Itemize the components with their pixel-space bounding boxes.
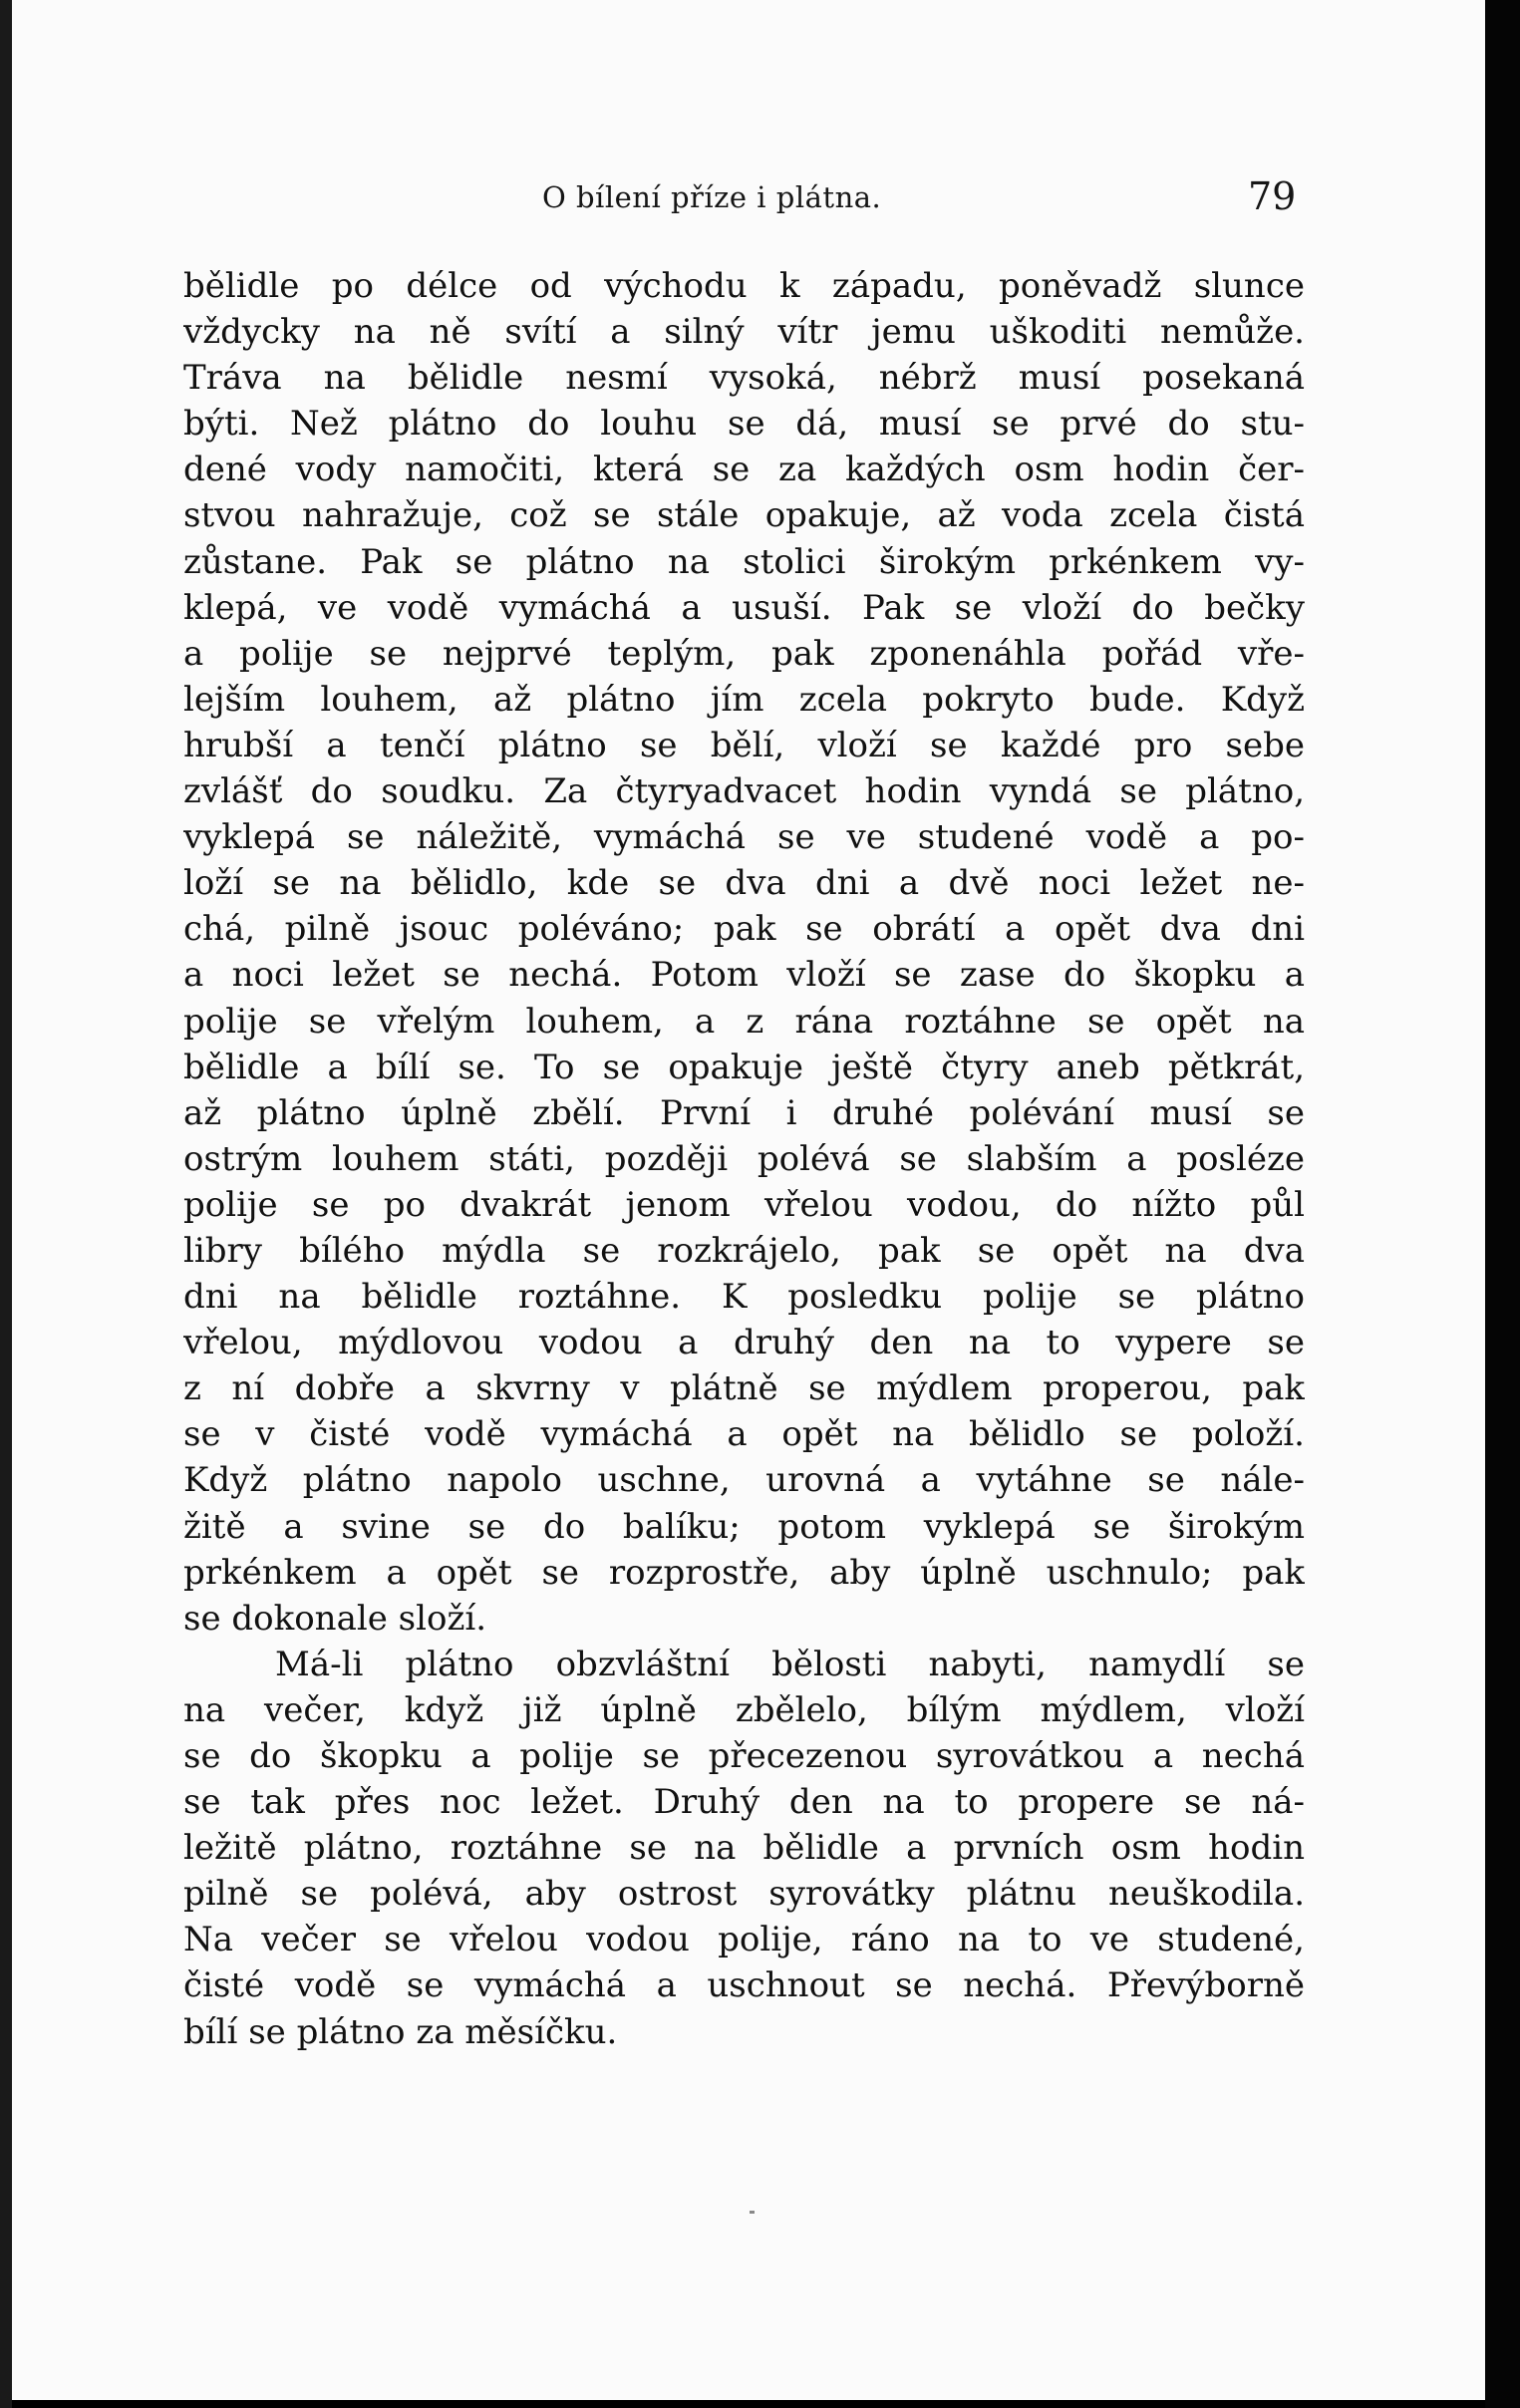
text-line: vřelou, mýdlovou vodou a druhý den na to vypere se bbox=[183, 1323, 1305, 1363]
text-line: loží se na bělidlo, kde se dva dni a dvě noci ležet ne- bbox=[183, 863, 1305, 904]
text-line: prkénkem a opět se rozprostře, aby úplně uschnulo; pak bbox=[183, 1552, 1305, 1593]
text-line: ležitě plátno, roztáhne se na bělidle a prvních osm hodin bbox=[183, 1828, 1305, 1869]
text-line: zůstane. Pak se plátno na stolici širokým prkénkem vy- bbox=[183, 541, 1305, 582]
body-text bbox=[183, 263, 1305, 2055]
text-line: až plátno úplně zbělí. První i druhé polévání musí se bbox=[183, 1092, 1305, 1133]
text-line: dené vody namočiti, která se za každých osm hodin čer- bbox=[183, 450, 1305, 490]
text-line: pilně se polévá, aby ostrost syrovátky plátnu neuškodila. bbox=[183, 1874, 1305, 1915]
text-line: chá, pilně jsouc poléváno; pak se obrátí a opět dva dni bbox=[183, 909, 1305, 950]
text-line: dni na bělidle roztáhne. K posledku polije se plátno bbox=[183, 1277, 1305, 1318]
text-line: ostrým louhem státi, později polévá se slabším a posléze bbox=[183, 1138, 1305, 1179]
text-line: libry bílého mýdla se rozkrájelo, pak se opět na dva bbox=[183, 1230, 1305, 1271]
text-line: klepá, ve vodě vymáchá a usuší. Pak se vloží do bečky bbox=[183, 587, 1305, 628]
text-line: se do škopku a polije se přecezenou syrovátkou a nechá bbox=[183, 1736, 1305, 1776]
text-line: a noci ležet se nechá. Potom vloží se zase do škopku a bbox=[183, 955, 1305, 996]
text-line: Tráva na bělidle nesmí vysoká, nébrž musí posekaná bbox=[183, 358, 1305, 399]
text-line: vždycky na ně svítí a silný vítr jemu uškoditi nemůže. bbox=[183, 312, 1305, 353]
scan-speck bbox=[750, 2211, 755, 2214]
text-line: hrubší a tenčí plátno se bělí, vloží se každé pro sebe bbox=[183, 725, 1305, 765]
scan-right-edge bbox=[1485, 0, 1520, 2408]
text-line: stvou nahražuje, což se stále opakuje, až voda zcela čistá bbox=[183, 495, 1305, 536]
text-line: z ní dobře a skvrny v plátně se mýdlem properou, pak bbox=[183, 1368, 1305, 1409]
text-line: bělidle a bílí se. To se opakuje ještě čtyry aneb pětkrát, bbox=[183, 1047, 1305, 1087]
book-page bbox=[12, 0, 1485, 2400]
text-line: žitě a svine se do balíku; potom vyklepá se širokým bbox=[183, 1506, 1305, 1547]
text-line: bělidle po délce od východu k západu, poněvadž slunce bbox=[183, 266, 1305, 306]
text-line: čisté vodě se vymáchá a uschnout se nechá. Převýborně bbox=[183, 1965, 1305, 2006]
running-head-title: O bílení příze i plátna. bbox=[542, 180, 882, 214]
running-head bbox=[12, 174, 1485, 224]
paragraph-end-line: bílí se plátno za měsíčku. bbox=[183, 2011, 618, 2052]
text-line: vyklepá se náležitě, vymáchá se ve studené vodě a po- bbox=[183, 817, 1305, 858]
text-line: se v čisté vodě vymáchá a opět na bělidlo se položí. bbox=[183, 1414, 1305, 1455]
text-line: býti. Než plátno do louhu se dá, musí se prvé do stu- bbox=[183, 404, 1305, 445]
paragraph-start-line: Má-li plátno obzvláštní bělosti nabyti, namydlí se bbox=[275, 1644, 1305, 1684]
text-line: a polije se nejprvé teplým, pak zponenáhla pořád vře- bbox=[183, 633, 1305, 674]
text-line: se tak přes noc ležet. Druhý den na to propere se ná- bbox=[183, 1782, 1305, 1823]
paragraph-end-line: se dokonale složí. bbox=[183, 1598, 487, 1639]
text-line: polije se po dvakrát jenom vřelou vodou, do nížto půl bbox=[183, 1184, 1305, 1225]
text-line: na večer, když již úplně zbělelo, bílým mýdlem, vloží bbox=[183, 1689, 1305, 1730]
text-line: lejším louhem, až plátno jím zcela pokryto bude. Když bbox=[183, 679, 1305, 720]
text-line: Na večer se vřelou vodou polije, ráno na to ve studené, bbox=[183, 1920, 1305, 1960]
scan-left-edge bbox=[0, 0, 12, 2408]
text-line: zvlášť do soudku. Za čtyryadvacet hodin vyndá se plátno, bbox=[183, 771, 1305, 812]
text-line: polije se vřelým louhem, a z rána roztáhne se opět na bbox=[183, 1001, 1305, 1042]
text-line: Když plátno napolo uschne, urovná a vytáhne se nále- bbox=[183, 1460, 1305, 1501]
page-number: 79 bbox=[1248, 174, 1297, 218]
